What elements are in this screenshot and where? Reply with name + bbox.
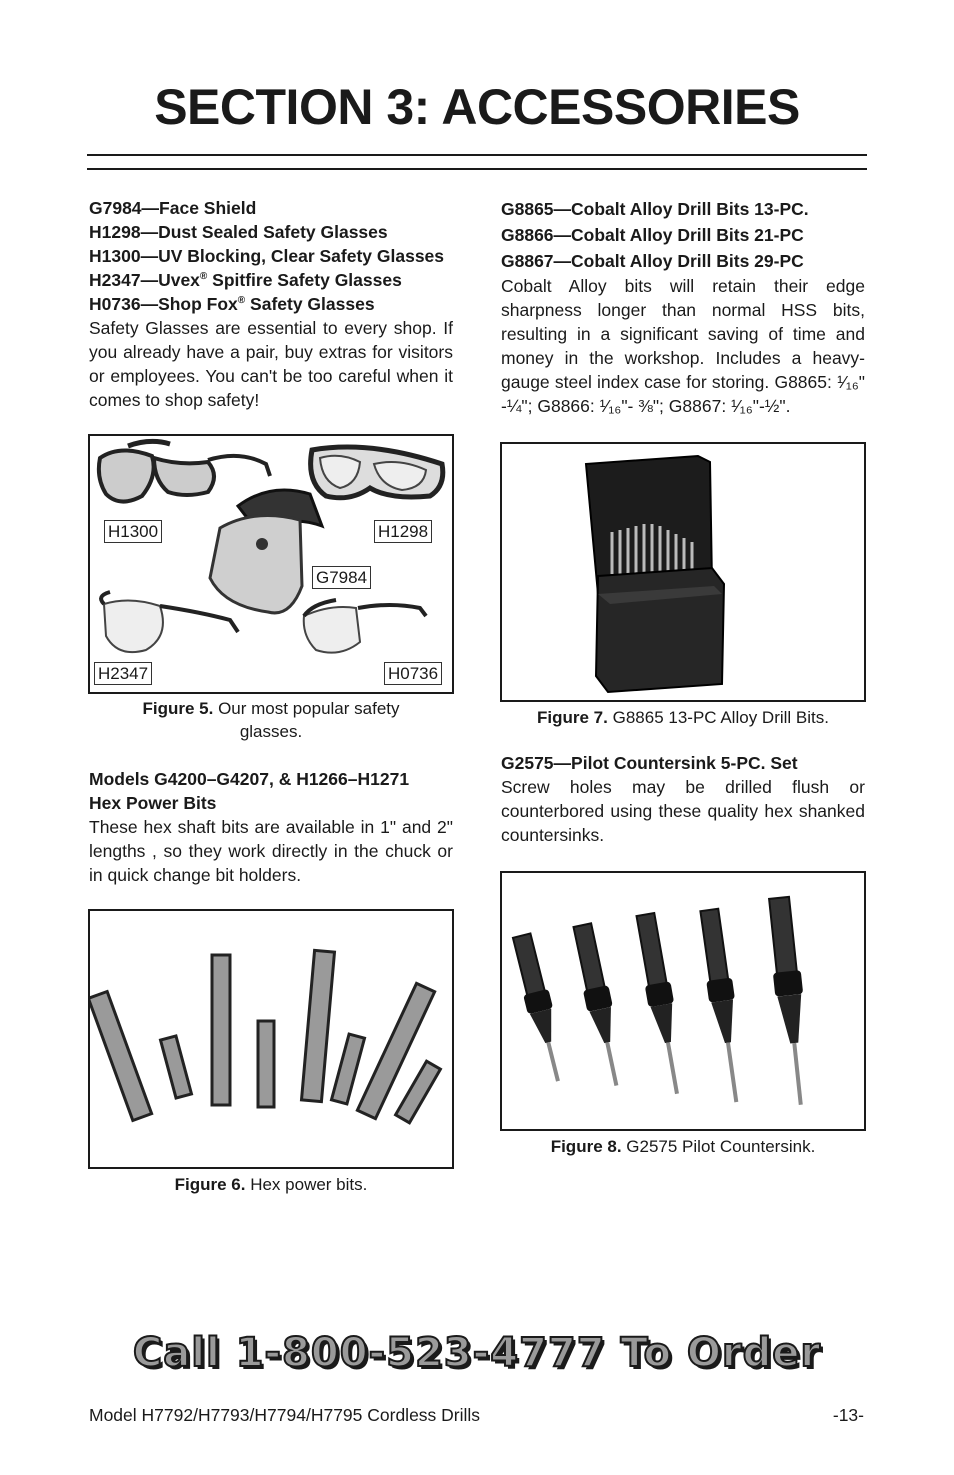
figure-5-image: [88, 434, 454, 694]
drill-bits-description: Cobalt Alloy bits will retain their edge sharpness longer than normal HSS bits, resulting in a significant saving of time and money in the workshop. Includes a heavy-gauge steel index case for storing. G8865: ¹⁄₁₆" -¼"; G8866: ¹⁄₁₆"- ⅜"; G8867: ¹⁄₁₆"-½".: [501, 276, 865, 416]
hex-bit-4-icon: [258, 1021, 274, 1107]
order-phone-callout: Call 1-800-523-4777 To Order: [132, 1330, 822, 1376]
figure-6-image: [88, 909, 454, 1169]
figure-5-caption: Figure 5. Our most popular safety glasses.: [142, 699, 400, 741]
countersink-description: Screw holes may be drilled flush or counterbored using these quality hex shanked countersinks.: [501, 777, 865, 845]
countersink-3-icon: [633, 912, 690, 1096]
countersink-1-icon: [509, 932, 571, 1084]
hex-bit-2-icon: [161, 1036, 192, 1098]
label-h2347: H2347: [94, 662, 152, 685]
countersink-2-icon: [570, 922, 630, 1088]
safety-glasses-illustration: [90, 436, 452, 692]
hex-bit-5-icon: [302, 950, 335, 1101]
hex-bits-illustration: [90, 911, 452, 1167]
page-title: SECTION 3: ACCESSORIES: [154, 79, 800, 135]
label-h1300: H1300: [104, 520, 162, 543]
left-column: [89, 196, 453, 1196]
heading-drill-bits-29pc: G8867—Cobalt Alloy Drill Bits 29-PC: [501, 251, 804, 271]
title-rule-bottom: [87, 168, 867, 170]
case-base-icon: [596, 568, 724, 692]
heading-dust-sealed-glasses: H1298—Dust Sealed Safety Glasses: [89, 222, 388, 242]
label-g7984: G7984: [312, 566, 371, 589]
hex-bit-3-icon: [212, 955, 230, 1105]
footer-model: Model H7792/H7793/H7794/H7795 Cordless Drills: [89, 1405, 481, 1425]
h2347-glasses-icon: [101, 592, 238, 652]
figure-6-caption: Figure 6. Hex power bits.: [174, 1175, 368, 1194]
heading-hex-models: Models G4200–G4207, & H1266–H1271: [89, 769, 410, 789]
heading-uvex-glasses: H2347—Uvex® Spitfire Safety Glasses: [89, 270, 402, 290]
countersink-4-icon: [696, 908, 749, 1104]
countersink-illustration: [502, 873, 864, 1129]
g7984-face-shield-icon: [210, 490, 322, 613]
label-h1298: H1298: [374, 520, 432, 543]
h1300-glasses-icon: [99, 441, 270, 501]
hex-bit-1-icon: [90, 991, 152, 1120]
heading-hex-power-bits: Hex Power Bits: [89, 793, 217, 813]
right-column: [501, 196, 865, 1158]
footer-page-number: -13-: [832, 1405, 864, 1425]
heading-countersink-set: G2575—Pilot Countersink 5-PC. Set: [501, 753, 798, 773]
figure-8-caption: Figure 8. G2575 Pilot Countersink.: [550, 1137, 816, 1156]
title-rule-top: [87, 154, 867, 156]
hex-bit-6-icon: [331, 1034, 364, 1104]
figure-8-image: [500, 871, 866, 1131]
heading-shop-fox-glasses: H0736—Shop Fox® Safety Glasses: [89, 294, 375, 314]
h1298-goggles-icon: [311, 447, 443, 498]
drill-bit-case-illustration: [502, 444, 864, 700]
label-h0736: H0736: [384, 662, 442, 685]
h0736-glasses-icon: [304, 600, 426, 653]
glasses-description: Safety Glasses are essential to every shop. If you already have a pair, buy extras for visitors or employees. You can't be too careful when it comes to shop safety!: [89, 318, 453, 410]
hex-bits-description: These hex shaft bits are available in 1" and 2" lengths , so they work directly in the chuck or in quick change bit holders.: [89, 817, 453, 885]
heading-face-shield: G7984—Face Shield: [89, 198, 257, 218]
figure-7-image: [500, 442, 866, 702]
heading-uv-blocking-glasses: H1300—UV Blocking, Clear Safety Glasses: [89, 246, 445, 266]
heading-drill-bits-21pc: G8866—Cobalt Alloy Drill Bits 21-PC: [501, 225, 804, 245]
heading-drill-bits-13pc: G8865—Cobalt Alloy Drill Bits 13-PC.: [501, 199, 809, 219]
countersink-5-icon: [765, 896, 815, 1106]
hex-bit-8-icon: [396, 1061, 441, 1123]
figure-7-caption: Figure 7. G8865 13-PC Alloy Drill Bits.: [537, 708, 829, 727]
